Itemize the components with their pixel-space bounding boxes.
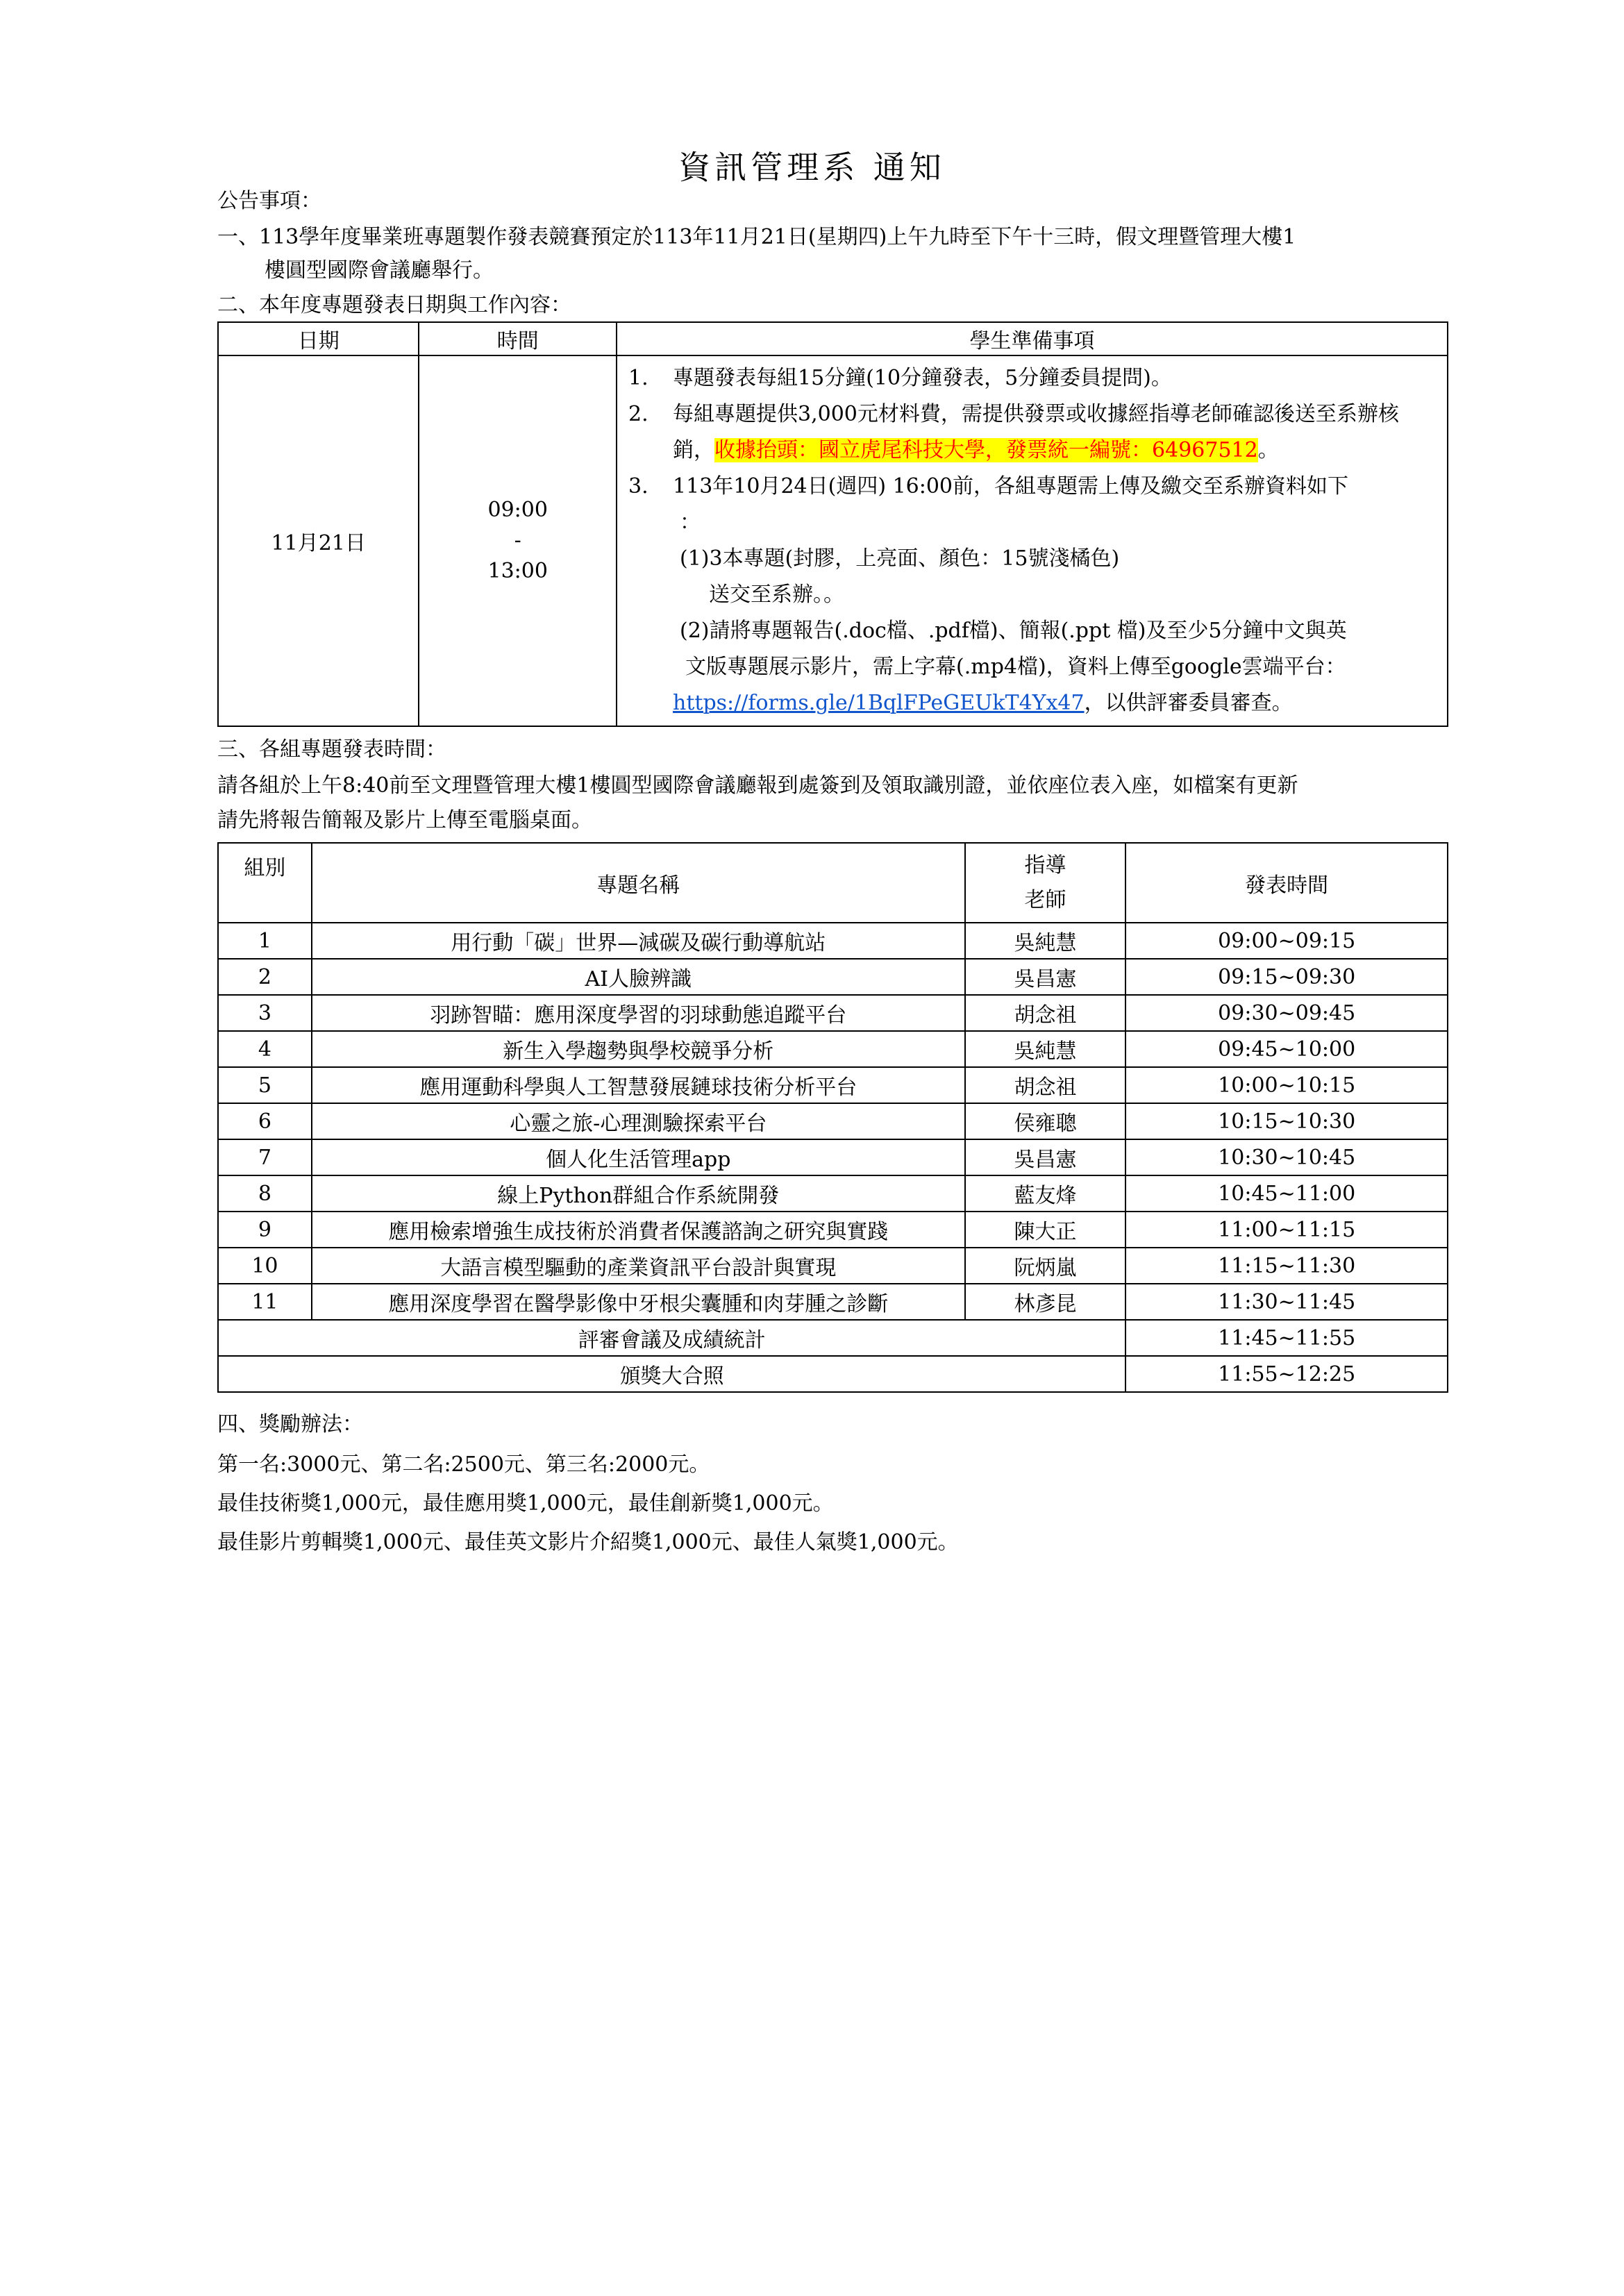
requirement-2-number: 2. bbox=[628, 402, 648, 426]
award-line3: 最佳影片剪輯獎1,000元、最佳英文影片介紹獎1,000元、最佳人氣獎1,000元。 bbox=[217, 1530, 959, 1555]
group-cell: 5 bbox=[218, 1067, 312, 1103]
header-requirements: 學生準備事項 bbox=[617, 322, 1448, 355]
table-row bbox=[218, 1139, 1448, 1175]
table-row bbox=[218, 1248, 1448, 1284]
time-cell: 11:15~11:30 bbox=[1125, 1248, 1448, 1284]
time-cell: 11:00~11:15 bbox=[1125, 1212, 1448, 1248]
table-row bbox=[218, 1175, 1448, 1212]
advisor-cell: 陳大正 bbox=[965, 1212, 1126, 1248]
topic-cell: 應用運動科學與人工智慧發展鏈球技術分析平台 bbox=[312, 1067, 965, 1103]
time-cell: 10:15~10:30 bbox=[1125, 1103, 1448, 1139]
requirement-1-text: 專題發表每組15分鐘(10分鐘發表，5分鐘委員提問)。 bbox=[673, 366, 1172, 390]
footer-row-award bbox=[218, 1356, 1448, 1392]
requirement-3-sub2-cont: 文版專題展示影片，需上字幕(.mp4檔)，資料上傳至google雲端平台： bbox=[685, 655, 1346, 679]
requirement-2 bbox=[626, 396, 1440, 469]
group-cell: 7 bbox=[218, 1139, 312, 1175]
advisor-cell: 胡念祖 bbox=[965, 1067, 1126, 1103]
header-advisor-line1: 指導 bbox=[1024, 853, 1066, 878]
topic-cell: 應用深度學習在醫學影像中牙根尖囊腫和肉芽腫之診斷 bbox=[312, 1284, 965, 1320]
group-cell: 4 bbox=[218, 1031, 312, 1067]
requirement-2-end: 。 bbox=[1257, 438, 1279, 462]
time-cell: 09:15~09:30 bbox=[1125, 959, 1448, 995]
topic-cell: 線上Python群組合作系統開發 bbox=[312, 1175, 965, 1212]
time-separator: - bbox=[514, 528, 521, 553]
advisor-cell: 林彥昆 bbox=[965, 1284, 1126, 1320]
advisor-cell: 吳純慧 bbox=[965, 923, 1126, 959]
advisor-cell: 吳昌憲 bbox=[965, 959, 1126, 995]
time-cell: 09:00~09:15 bbox=[1125, 923, 1448, 959]
item4-label: 四、獎勵辦法： bbox=[217, 1412, 363, 1436]
advisor-cell: 侯雍聰 bbox=[965, 1103, 1126, 1139]
item1-line1: 一、113學年度畢業班專題製作發表競賽預定於113年11月21日(星期四)上午九時至下午十三時，假文理暨管理大樓1 bbox=[217, 225, 1296, 249]
advisor-cell: 胡念祖 bbox=[965, 995, 1126, 1031]
table-row bbox=[218, 923, 1448, 959]
footer-review-label: 評審會議及成績統計 bbox=[218, 1320, 1125, 1356]
requirement-2-line2 bbox=[673, 433, 1440, 469]
group-cell: 6 bbox=[218, 1103, 312, 1139]
presentation-table bbox=[217, 842, 1448, 1393]
requirement-2-prefix: 銷， bbox=[673, 438, 715, 462]
advisor-cell: 吳純慧 bbox=[965, 1031, 1126, 1067]
schedule-date: 11月21日 bbox=[218, 355, 419, 726]
footer-row-review bbox=[218, 1320, 1448, 1356]
group-cell: 8 bbox=[218, 1175, 312, 1212]
table-row bbox=[218, 995, 1448, 1031]
item2-label: 二、本年度專題發表日期與工作內容： bbox=[217, 293, 571, 317]
topic-cell: 羽跡智瞄：應用深度學習的羽球動態追蹤平台 bbox=[312, 995, 965, 1031]
header-time: 時間 bbox=[419, 322, 617, 355]
table-row bbox=[218, 1284, 1448, 1320]
schedule-body-row bbox=[218, 355, 1448, 726]
receipt-highlight: 收據抬頭：國立虎尾科技大學，發票統一編號：64967512 bbox=[714, 438, 1258, 462]
header-date: 日期 bbox=[218, 322, 419, 355]
table-row bbox=[218, 1031, 1448, 1067]
announcement-label: 公告事項： bbox=[217, 189, 321, 213]
topic-cell: AI人臉辨識 bbox=[312, 959, 965, 995]
table-row bbox=[218, 1212, 1448, 1248]
upload-form-link[interactable]: https://forms.gle/1BqlFPeGEUkT4Yx47 bbox=[673, 691, 1085, 715]
time-cell: 09:45~10:00 bbox=[1125, 1031, 1448, 1067]
requirement-3-line2: ： bbox=[680, 510, 701, 535]
topic-cell: 新生入學趨勢與學校競爭分析 bbox=[312, 1031, 965, 1067]
group-cell: 11 bbox=[218, 1284, 312, 1320]
footer-review-time: 11:45~11:55 bbox=[1125, 1320, 1448, 1356]
item3-line2: 請先將報告簡報及影片上傳至電腦桌面。 bbox=[217, 808, 592, 832]
requirement-1-number: 1. bbox=[628, 366, 648, 390]
footer-award-time: 11:55~12:25 bbox=[1125, 1356, 1448, 1392]
requirement-3-link-end: ，以供評審委員審查。 bbox=[1084, 691, 1293, 715]
award-line1: 第一名:3000元、第二名:2500元、第三名:2000元。 bbox=[217, 1452, 710, 1477]
advisor-cell: 吳昌憲 bbox=[965, 1139, 1126, 1175]
item3-line1: 請各組於上午8:40前至文理暨管理大樓1樓圓型國際會議廳報到處簽到及領取識別證，並依座位表入座，如檔案有更新 bbox=[217, 773, 1298, 798]
topic-cell: 大語言模型驅動的產業資訊平台設計與實現 bbox=[312, 1248, 965, 1284]
requirement-3-sub1-cont: 送交至系辦。。 bbox=[709, 583, 845, 607]
header-advisor-line2: 老師 bbox=[1024, 887, 1066, 912]
advisor-cell: 阮炳嵐 bbox=[965, 1248, 1126, 1284]
advisor-cell: 藍友烽 bbox=[965, 1175, 1126, 1212]
schedule-header-row bbox=[218, 322, 1448, 355]
requirement-2-line1: 每組專題提供3,000元材料費，需提供發票或收據經指導老師確認後送至系辦核 bbox=[673, 402, 1399, 426]
time-cell: 10:45~11:00 bbox=[1125, 1175, 1448, 1212]
topic-cell: 應用檢索增強生成技術於消費者保護諮詢之研究與實踐 bbox=[312, 1212, 965, 1248]
requirements-cell bbox=[617, 355, 1448, 726]
group-cell: 3 bbox=[218, 995, 312, 1031]
schedule-time bbox=[419, 355, 617, 726]
requirement-3-line1: 113年10月24日(週四) 16:00前，各組專題需上傳及繳交至系辦資料如下 bbox=[673, 474, 1349, 498]
time-start: 09:00 bbox=[487, 498, 548, 522]
table-row bbox=[218, 1103, 1448, 1139]
group-cell: 1 bbox=[218, 923, 312, 959]
group-cell: 2 bbox=[218, 959, 312, 995]
requirement-3-sub2: (2)請將專題報告(.doc檔、.pdf檔)、簡報(.ppt 檔)及至少5分鐘中文與英 bbox=[680, 619, 1347, 643]
group-cell: 10 bbox=[218, 1248, 312, 1284]
table-row bbox=[218, 959, 1448, 995]
time-cell: 11:30~11:45 bbox=[1125, 1284, 1448, 1320]
requirement-3-link-line bbox=[626, 685, 1440, 721]
requirement-3 bbox=[626, 469, 1440, 685]
table-row bbox=[218, 1067, 1448, 1103]
group-cell: 9 bbox=[218, 1212, 312, 1248]
header-advisor bbox=[965, 843, 1126, 923]
time-end: 13:00 bbox=[487, 559, 548, 583]
item3-label: 三、各組專題發表時間： bbox=[217, 737, 446, 762]
footer-award-label: 頒獎大合照 bbox=[218, 1356, 1125, 1392]
schedule-table bbox=[217, 321, 1448, 727]
page-title: 資訊管理系 通知 bbox=[678, 149, 946, 186]
presentation-header-row bbox=[218, 843, 1448, 923]
time-cell: 10:00~10:15 bbox=[1125, 1067, 1448, 1103]
award-line2: 最佳技術獎1,000元，最佳應用獎1,000元，最佳創新獎1,000元。 bbox=[217, 1491, 834, 1516]
time-cell: 10:30~10:45 bbox=[1125, 1139, 1448, 1175]
header-group: 組別 bbox=[218, 843, 312, 923]
requirement-3-number: 3. bbox=[628, 474, 648, 498]
topic-cell: 用行動「碳」世界—減碳及碳行動導航站 bbox=[312, 923, 965, 959]
header-topic: 專題名稱 bbox=[312, 843, 965, 923]
header-time: 發表時間 bbox=[1125, 843, 1448, 923]
time-cell: 09:30~09:45 bbox=[1125, 995, 1448, 1031]
requirement-1 bbox=[626, 360, 1440, 396]
topic-cell: 心靈之旅-心理測驗探索平台 bbox=[312, 1103, 965, 1139]
requirement-3-sub1: (1)3本專題(封膠，上亮面、顏色：15號淺橘色) bbox=[680, 546, 1120, 571]
item1-line2: 樓圓型國際會議廳舉行。 bbox=[265, 258, 494, 283]
topic-cell: 個人化生活管理app bbox=[312, 1139, 965, 1175]
